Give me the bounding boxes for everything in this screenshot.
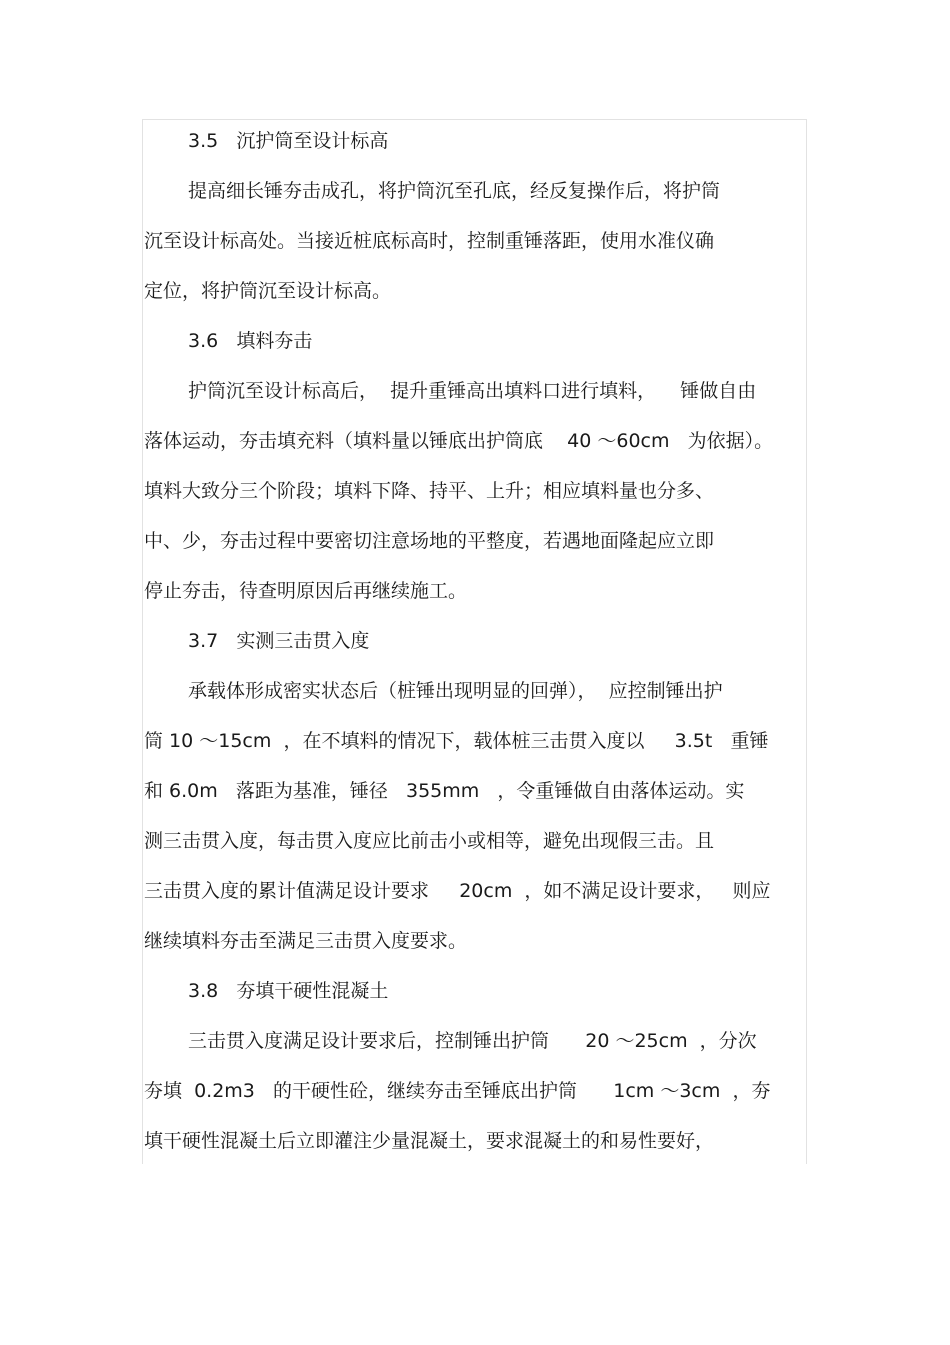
section-heading-3-7: 3.7 实测三击贯入度 [188,630,370,652]
paragraph-line: 提高细长锤夯击成孔，将护筒沉至孔底，经反复操作后，将护筒 [188,180,721,202]
paragraph-line: 护筒沉至设计标高后， 提升重锤高出填料口进行填料， 锤做自由 [188,380,757,402]
paragraph-line: 夯填 0.2m3 的干硬性砼，继续夯击至锤底出护筒 1cm ～3cm ，夯 [144,1080,771,1102]
paragraph-line: 筒 10 ～15cm ，在不填料的情况下，载体桩三击贯入度以 3.5t 重锤 [144,730,769,752]
document-body [144,116,808,1166]
paragraph-line: 测三击贯入度，每击贯入度应比前击小或相等，避免出现假三击。且 [144,830,715,852]
paragraph-line: 继续填料夯击至满足三击贯入度要求。 [144,930,468,952]
paragraph-line: 停止夯击，待查明原因后再继续施工。 [144,580,468,602]
section-heading-3-6: 3.6 填料夯击 [188,330,313,352]
paragraph-line: 和 6.0m 落距为基准，锤径 355mm ，令重锤做自由落体运动。实 [144,780,745,802]
paragraph-line: 落体运动，夯击填充料（填料量以锤底出护筒底 40 ～60cm 为依据）。 [144,430,774,452]
paragraph-line: 填干硬性混凝土后立即灌注少量混凝土，要求混凝土的和易性要好， [144,1130,715,1152]
section-heading-3-5: 3.5 沉护筒至设计标高 [188,130,389,152]
paragraph-line: 三击贯入度的累计值满足设计要求 20cm ，如不满足设计要求， 则应 [144,880,771,902]
paragraph-line: 沉至设计标高处。当接近桩底标高时，控制重锤落距，使用水准仪确 [144,230,715,252]
paragraph-line: 定位，将护筒沉至设计标高。 [144,280,392,302]
section-heading-3-8: 3.8 夯填干硬性混凝土 [188,980,389,1002]
paragraph-line: 三击贯入度满足设计要求后，控制锤出护筒 20 ～25cm ，分次 [188,1030,757,1052]
paragraph-line: 承载体形成密实状态后（桩锤出现明显的回弹）， 应控制锤出护 [188,680,723,702]
paragraph-line: 填料大致分三个阶段；填料下降、持平、上升；相应填料量也分多、 [144,480,715,502]
paragraph-line: 中、少，夯击过程中要密切注意场地的平整度，若遇地面隆起应立即 [144,530,715,552]
